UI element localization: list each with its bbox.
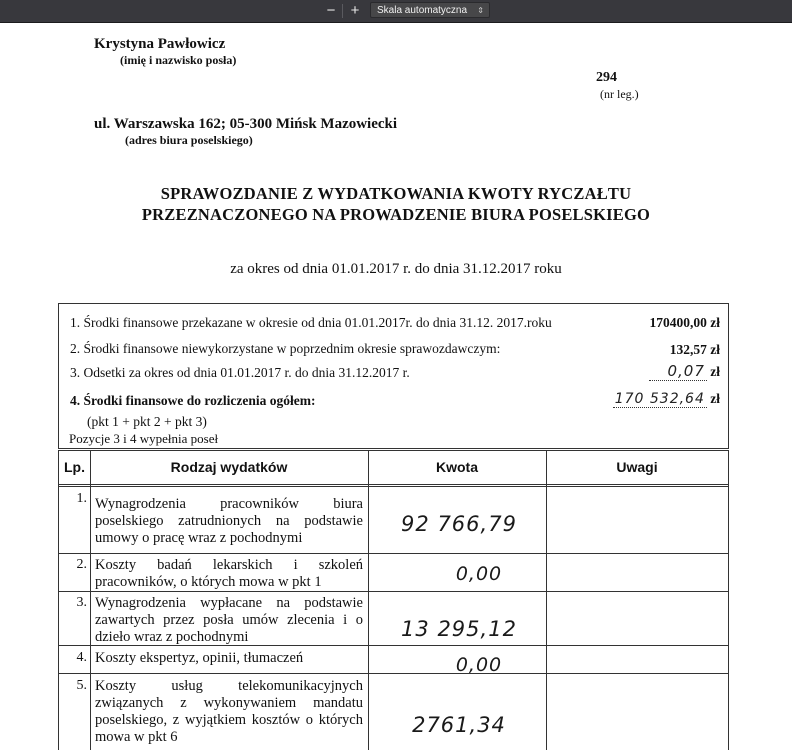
zoom-out-button[interactable]: −: [326, 2, 336, 19]
handwritten-amount: 92 766,79: [401, 512, 517, 536]
row-number: 1.: [76, 491, 87, 506]
scale-select[interactable]: [370, 2, 490, 18]
summary-row-2-value: 132,57 zł: [669, 342, 720, 357]
expenses-table: [58, 450, 729, 750]
select-arrows-icon: ⇕: [477, 6, 484, 15]
leg-number: 294: [596, 70, 617, 85]
summary-row-3-value: [649, 362, 720, 380]
row-number: 2.: [76, 557, 87, 572]
row-description: Koszty ekspertyz, opinii, tłumaczeń: [95, 650, 304, 666]
table-rule: [59, 484, 728, 485]
summary-row-4-subtext: (pkt 1 + pkt 2 + pkt 3): [87, 414, 207, 429]
document-page: [0, 22, 792, 745]
table-column-rule: [368, 450, 369, 750]
summary-note: Pozycje 3 i 4 wypełnia poseł: [69, 431, 219, 446]
summary-row-1-label: 1. Środki finansowe przekazane w okresie od dnia 01.01.2017r. do dnia 31.12. 2017.roku: [70, 315, 552, 330]
pdf-toolbar: [0, 0, 792, 23]
leg-number-caption: (nr leg.): [600, 87, 639, 101]
summary-row-4-value: [613, 391, 720, 407]
handwritten-amount: 13 295,12: [401, 617, 517, 641]
office-address-caption: (adres biura poselskiego): [125, 133, 253, 147]
summary-row-3-unit: zł: [710, 364, 720, 379]
row-description: Koszty badań lekarskich i szkoleń pracowników, o których mowa w pkt 1: [95, 557, 363, 590]
table-rule: [59, 450, 728, 451]
toolbar-separator: [342, 4, 343, 18]
handwritten-amount: 0,00: [455, 654, 503, 676]
zoom-in-button[interactable]: +: [350, 2, 360, 19]
summary-row-4-label: 4. Środki finansowe do rozliczenia ogółem:: [70, 393, 316, 408]
row-description: Koszty usług telekomunikacyjnych związanych z wykonywaniem mandatu poselskiego, z wyjątkiem kosztów o których mowa w pkt 6: [95, 678, 363, 745]
row-description: Wynagrodzenia wypłacane na podstawie zawartych przez posła umów zlecenia i o dzieło wraz z pochodnymi: [95, 595, 363, 645]
report-period: za okres od dnia 01.01.2017 r. do dnia 31.12.2017 roku: [230, 261, 562, 277]
row-number: 5.: [76, 678, 87, 693]
table-rule: [59, 486, 728, 487]
handwritten-total: 170 532,64: [614, 391, 705, 407]
table-column-rule: [90, 450, 91, 750]
handwritten-interest: 0,07: [649, 362, 706, 381]
handwritten-amount: 0,00: [455, 563, 503, 585]
summary-row-2-label: 2. Środki finansowe niewykorzystane w poprzednim okresie sprawozdawczym:: [70, 341, 501, 356]
header-notes: Uwagi: [616, 459, 658, 475]
header-expense-type: Rodzaj wydatków: [170, 459, 288, 475]
handwritten-amount: 2761,34: [412, 713, 506, 737]
summary-row-4-unit: zł: [710, 391, 720, 406]
row-description: Wynagrodzenia pracowników biura poselskiego zatrudnionych na podstawie umowy o pracę wraz z pochodnymi: [95, 496, 363, 546]
header-amount: Kwota: [436, 459, 478, 475]
header-lp: Lp.: [64, 459, 85, 475]
mp-name: Krystyna Pawłowicz: [94, 36, 226, 52]
office-address: ul. Warszawska 162; 05-300 Mińsk Mazowiecki: [94, 116, 398, 132]
summary-row-1-value: 170400,00 zł: [649, 315, 720, 330]
summary-box: [58, 303, 729, 449]
report-title-line2: PRZEZNACZONEGO NA PROWADZENIE BIURA POSELSKIEGO: [141, 205, 651, 224]
scale-select-label: Skala automatyczna: [377, 5, 468, 16]
mp-name-caption: (imię i nazwisko posła): [120, 53, 237, 67]
table-rule: [59, 553, 728, 554]
table-rule: [59, 591, 728, 592]
summary-row-3-label: 3. Odsetki za okres od dnia 01.01.2017 r. do dnia 31.12.2017 r.: [70, 365, 410, 380]
table-column-rule: [546, 450, 547, 750]
row-number: 3.: [76, 595, 87, 610]
report-title-line1: SPRAWOZDANIE Z WYDATKOWANIA KWOTY RYCZAŁTU: [160, 184, 632, 203]
row-number: 4.: [76, 650, 87, 665]
